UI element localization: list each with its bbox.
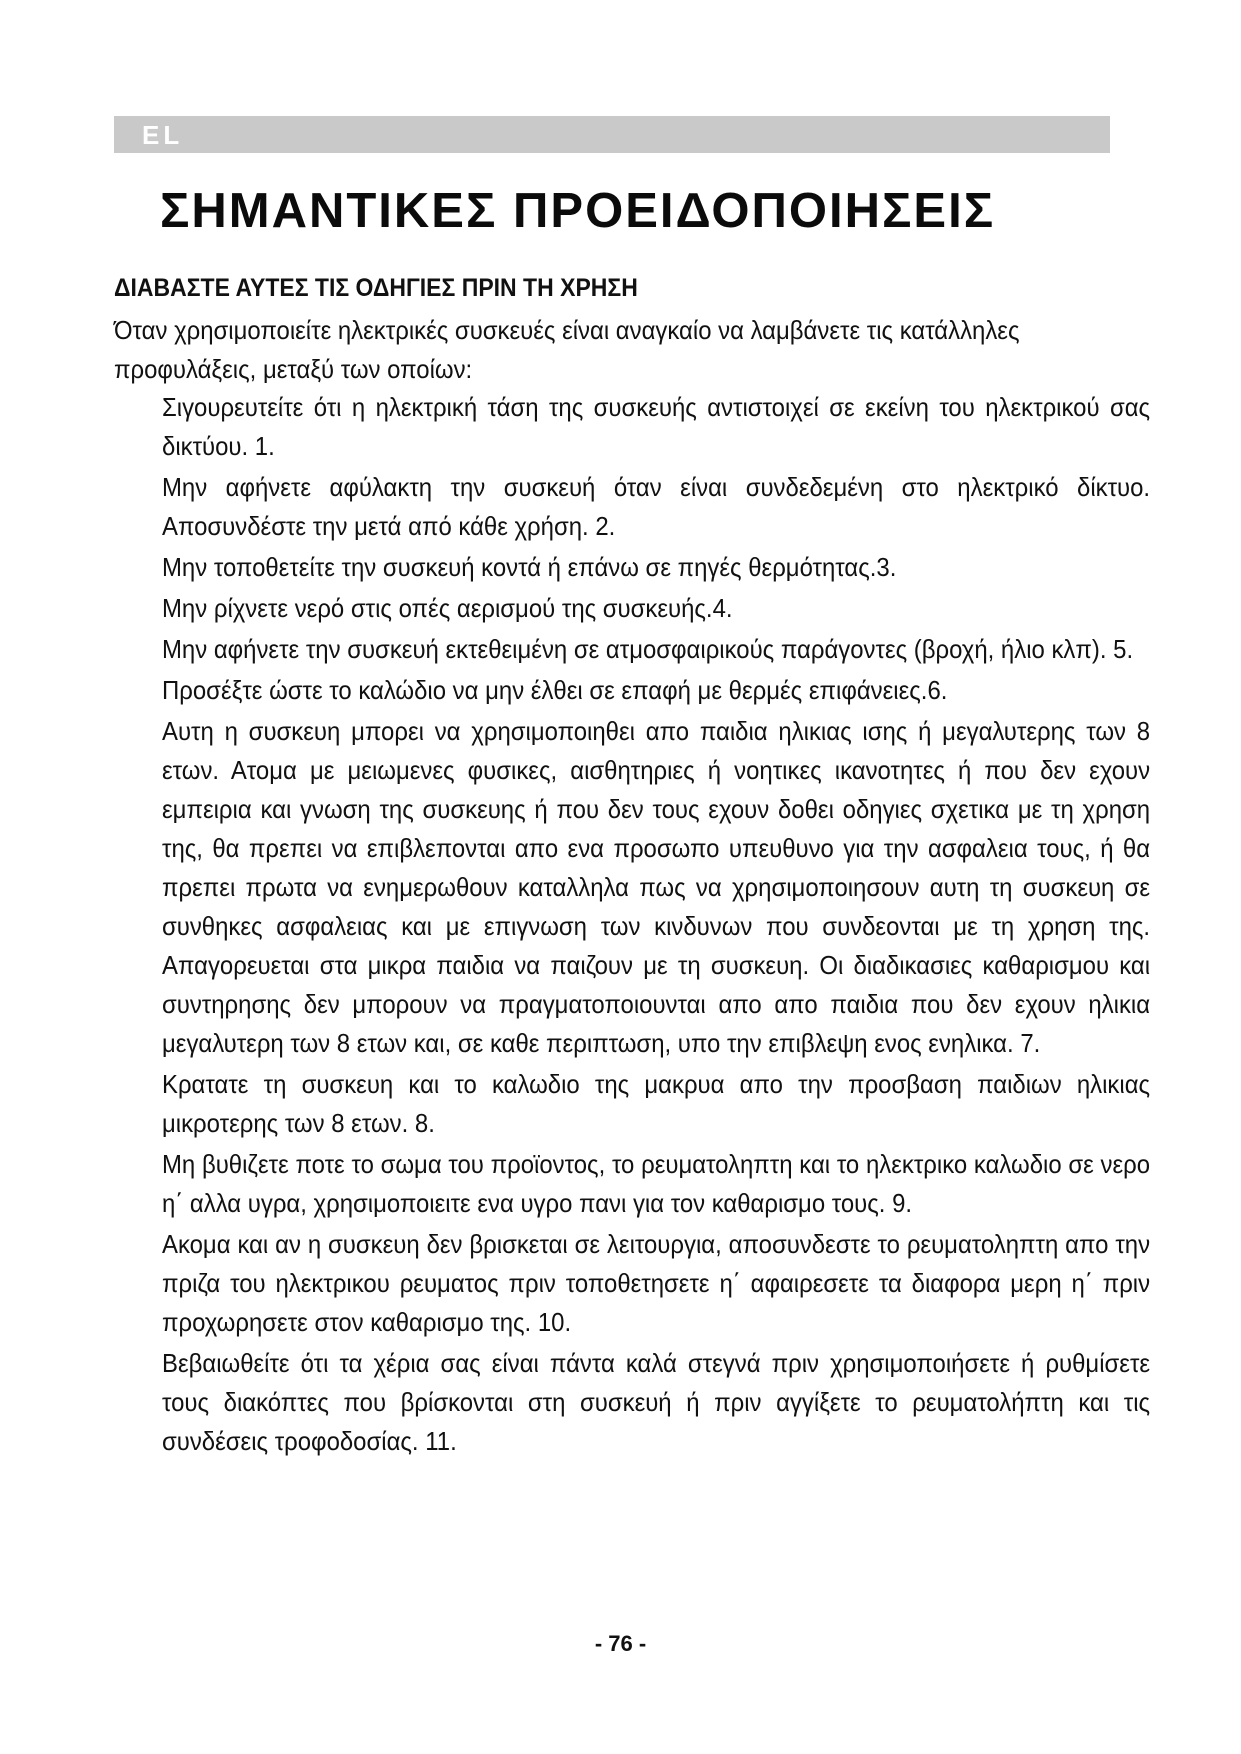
page-title: ΣΗΜΑΝΤΙΚΕΣ ΠΡΟΕΙΔΟΠΟΙΗΣΕΙΣ	[160, 184, 996, 238]
warning-text: Μην αφήνετε αφύλακτη την συσκευή όταν είναι συνδεδεμένη στο ηλεκτρικό δίκτυο. Αποσυνδέστε την μετά από κάθε χρήση.	[162, 472, 1151, 541]
warning-text: Κρατατε τη συσκευη και το καλωδιο της μακρυα απο την προσβαση παιδιων ηλικιας μικροτερης των 8 ετων.	[162, 1069, 1151, 1138]
warnings-list	[162, 388, 1150, 1463]
warning-text: Προσέξτε ώστε το καλώδιο να μην έλθει σε επαφή με θερμές επιφάνειες.	[162, 675, 928, 705]
warning-item	[162, 712, 1150, 1063]
warning-number: 10.	[537, 1307, 572, 1337]
warning-item	[162, 630, 1150, 669]
warning-number: 5.	[1113, 634, 1134, 664]
warning-number: 11.	[425, 1426, 457, 1456]
warning-number: 3.	[876, 552, 897, 582]
language-bar	[114, 116, 1110, 153]
warning-item	[162, 1344, 1150, 1461]
warning-text: Σιγουρευτείτε ότι η ηλεκτρική τάση της συσκευής αντιστοιχεί σε εκείνη του ηλεκτρικού σας δικτύου.	[162, 392, 1151, 461]
warning-text: Αυτη η συσκευη μπορει να χρησιμοποιηθει απο παιδια ηλικιας ισης ή μεγαλυτερης των 8 ετων. Ατομα με μειωμενες φυσικες, αισθητηριες ή νοητικες ικανοτητες ή που δεν εχουν εμπειρια και γνωση της συσκευης ή που δεν τους εχουν δοθει οδηγιες σχετικα με τη χρηση της, θα πρεπει να επιβλεπονται απο ενα προσωπο υπευθυνο για την ασφαλεια τους, ή θα πρεπει πρωτα να ενημερωθουν καταλληλα πως να χρησιμοποιησουν αυτη τη συσκευη σε συνθηκες ασφαλειας και με επιγνωση των κινδυνων που συνδεονται με τη χρηση της. Απαγορευεται στα μικρα παιδια να παιζουν με τη συσκευη. Οι διαδικασιες καθαρισμου και συντηρησης δεν μπορουν να πραγματοποιουνται απο απο παιδια που δεν εχουν ηλικια μεγαλυτερη των 8 ετων και, σε καθε περιπτωση, υπο την επιβλεψη ενος ενηλικα.	[162, 716, 1151, 1058]
warning-text: Βεβαιωθείτε ότι τα χέρια σας είναι πάντα καλά στεγνά πριν χρησιμοποιήσετε ή ρυθμίσετε τους διακόπτες που βρίσκονται στη συσκευή ή πριν αγγίξετε το ρευματολήπτη και τις συνδέσεις τροφοδοσίας.	[162, 1348, 1151, 1456]
warning-text: Μη βυθιζετε ποτε το σωμα του προϊοντος, το ρευματοληπτη και το ηλεκτρικο καλωδιο σε νερο η΄ αλλα υγρα, χρησιμοποιειτε ενα υγρο πανι για τον καθαρισμο τους.	[162, 1149, 1151, 1218]
warning-item	[162, 468, 1150, 546]
warning-number: 2.	[595, 511, 616, 541]
warning-item	[162, 1145, 1150, 1223]
warning-number: 6.	[927, 675, 948, 705]
warning-item	[162, 671, 1150, 710]
warning-number: 4.	[712, 593, 733, 623]
warning-number: 9.	[892, 1188, 913, 1218]
language-code: EL	[142, 120, 184, 150]
warning-item	[162, 589, 1150, 628]
warning-number: 7.	[1020, 1028, 1041, 1058]
warning-item	[162, 548, 1150, 587]
warning-text: Μην ρίχνετε νερό στις οπές αερισμού της συσκευής.	[162, 593, 713, 623]
warning-number: 8.	[414, 1108, 435, 1138]
section-subtitle: ΔΙΑΒΑΣΤΕ ΑΥΤΕΣ ΤΙΣ ΟΔΗΓΙΕΣ ΠΡΙΝ ΤΗ ΧΡΗΣΗ	[114, 274, 638, 302]
warning-number: 1.	[254, 431, 275, 461]
page-number: - 76 -	[594, 1631, 647, 1656]
warning-item	[162, 1225, 1150, 1342]
warning-item	[162, 388, 1150, 466]
warning-item	[162, 1065, 1150, 1143]
intro-paragraph: Όταν χρησιμοποιείτε ηλεκτρικές συσκευές είναι αναγκαίο να λαμβάνετε τις κατάλληλες προφυλάξεις, μεταξύ των οποίων:	[114, 315, 1020, 384]
warning-text: Ακομα και αν η συσκευη δεν βρισκεται σε λειτουργια, αποσυνδεστε το ρευματοληπτη απο την πριζα του ηλεκτρικου ρευματος πριν τοποθετησετε η΄ αφαιρεσετε τα διαφορα μερη η΄ πριν προχωρησετε στον καθαρισμο της.	[162, 1229, 1151, 1337]
warning-text: Μην τοποθετείτε την συσκευή κοντά ή επάνω σε πηγές θερμότητας.	[162, 552, 877, 582]
warning-text: Μην αφήνετε την συσκευή εκτεθειμένη σε ατμοσφαιρικούς παράγοντες (βροχή, ήλιο κλπ).	[162, 634, 1107, 664]
